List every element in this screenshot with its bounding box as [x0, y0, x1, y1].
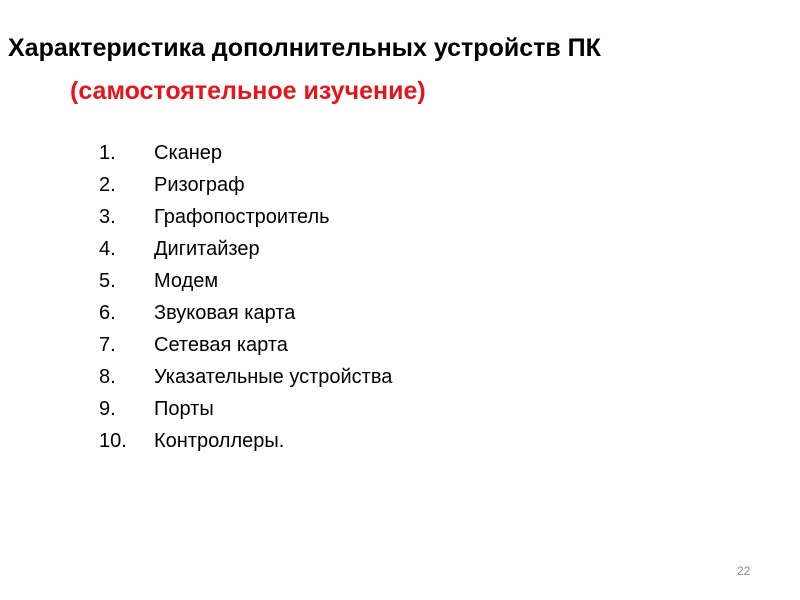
list-item-label: Звуковая карта — [154, 302, 296, 324]
list-item-number: 4. — [99, 238, 116, 260]
list-item-number: 6. — [99, 302, 116, 324]
list-item — [99, 265, 392, 297]
slide-subtitle: (самостоятельное изучение) — [70, 77, 426, 105]
list-item — [99, 361, 392, 393]
list-item — [99, 201, 392, 233]
list-item-number: 10. — [99, 430, 127, 452]
slide-title: Характеристика дополнительных устройств ПК — [8, 34, 601, 62]
list-item — [99, 297, 392, 329]
list-item-label: Указательные устройства — [154, 366, 393, 388]
list-item-label: Контроллеры. — [154, 430, 285, 452]
list-item-label: Ризограф — [154, 174, 245, 196]
list-item-label: Графопостроитель — [154, 206, 330, 228]
list-item — [99, 329, 392, 361]
list-item-label: Дигитайзер — [154, 238, 260, 260]
list-item-number: 7. — [99, 334, 116, 356]
list-item-label: Сканер — [154, 142, 223, 164]
list-item — [99, 393, 392, 425]
list-item-number: 8. — [99, 366, 116, 388]
list-item-number: 9. — [99, 398, 116, 420]
list-item — [99, 169, 392, 201]
list-item-label: Порты — [154, 398, 214, 420]
list-item-label: Модем — [154, 270, 219, 292]
page-number: 22 — [737, 564, 751, 578]
list-item-number: 2. — [99, 174, 116, 196]
list-item-label: Сетевая карта — [154, 334, 288, 356]
list-item-number: 5. — [99, 270, 116, 292]
list-item — [99, 233, 392, 265]
list-item-number: 1. — [99, 142, 116, 164]
list-item — [99, 137, 392, 169]
list-item — [99, 425, 392, 457]
list-item-number: 3. — [99, 206, 116, 228]
device-list — [99, 137, 392, 457]
